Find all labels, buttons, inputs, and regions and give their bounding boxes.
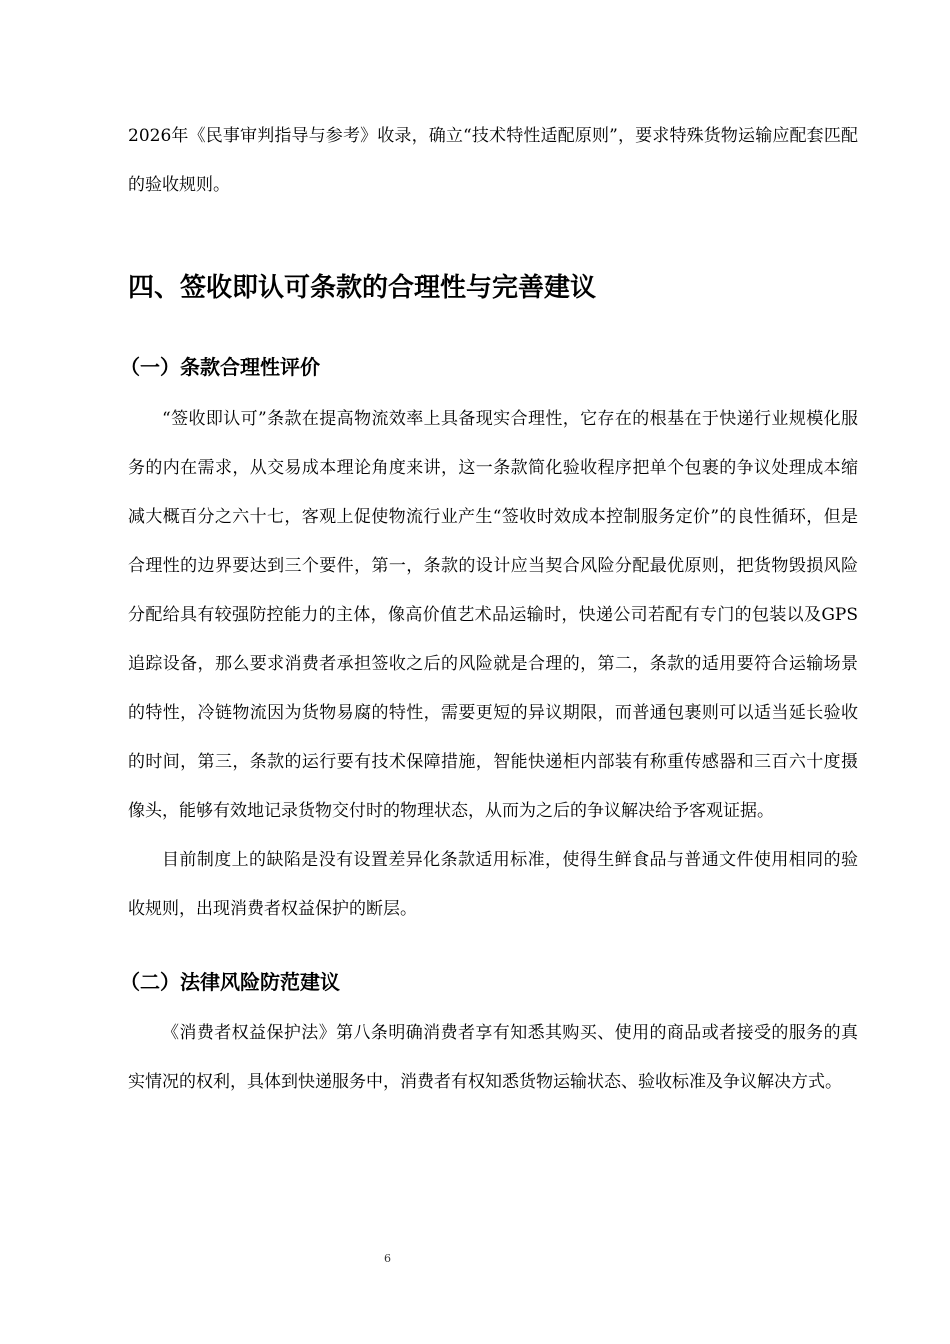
subsection-heading-2: （二）法律风险防范建议 bbox=[120, 970, 340, 994]
document-body bbox=[120, 112, 858, 1107]
intro-paragraph: 2026年《民事审判指导与参考》收录，确立“技术特性适配原则”，要求特殊货物运输应配套匹配的验收规则。 bbox=[128, 126, 858, 195]
subsection-1-paragraph-2: 目前制度上的缺陷是没有设置差异化条款适用标准，使得生鲜食品与普通文件使用相同的验收规则，出现消费者权益保护的断层。 bbox=[128, 850, 858, 919]
subsection-2-paragraph-1: 《消费者权益保护法》第八条明确消费者享有知悉其购买、使用的商品或者接受的服务的真实情况的权利，具体到快递服务中，消费者有权知悉货物运输状态、验收标准及争议解决方式。 bbox=[128, 1023, 858, 1092]
page-number: 6 bbox=[384, 1252, 391, 1265]
subsection-heading-1: （一）条款合理性评价 bbox=[120, 355, 320, 379]
subsection-1-paragraph-1: “签收即认可”条款在提高物流效率上具备现实合理性，它存在的根基在于快递行业规模化服务的内在需求，从交易成本理论角度来讲，这一条款简化验收程序把单个包裹的争议处理成本缩减大概百分之六十七，客观上促使物流行业产生“签收时效成本控制服务定价”的良性循环，但是合理性的边界要达到三个要件，第一，条款的设计应当契合风险分配最优原则，把货物毁损风险分配给具有较强防控能力的主体，像高价值艺术品运输时，快递公司若配有专门的包装以及GPS追踪设备，那么要求消费者承担签收之后的风险就是合理的，第二，条款的适用要符合运输场景的特性，冷链物流因为货物易腐的特性，需要更短的异议期限，而普通包裹则可以适当延长验收的时间，第三，条款的运行要有技术保障措施，智能快递柜内部装有称重传感器和三百六十度摄像头，能够有效地记录货物交付时的物理状态，从而为之后的争议解决给予客观证据。 bbox=[128, 409, 858, 821]
section-heading: 四、签收即认可条款的合理性与完善建议 bbox=[128, 273, 597, 303]
